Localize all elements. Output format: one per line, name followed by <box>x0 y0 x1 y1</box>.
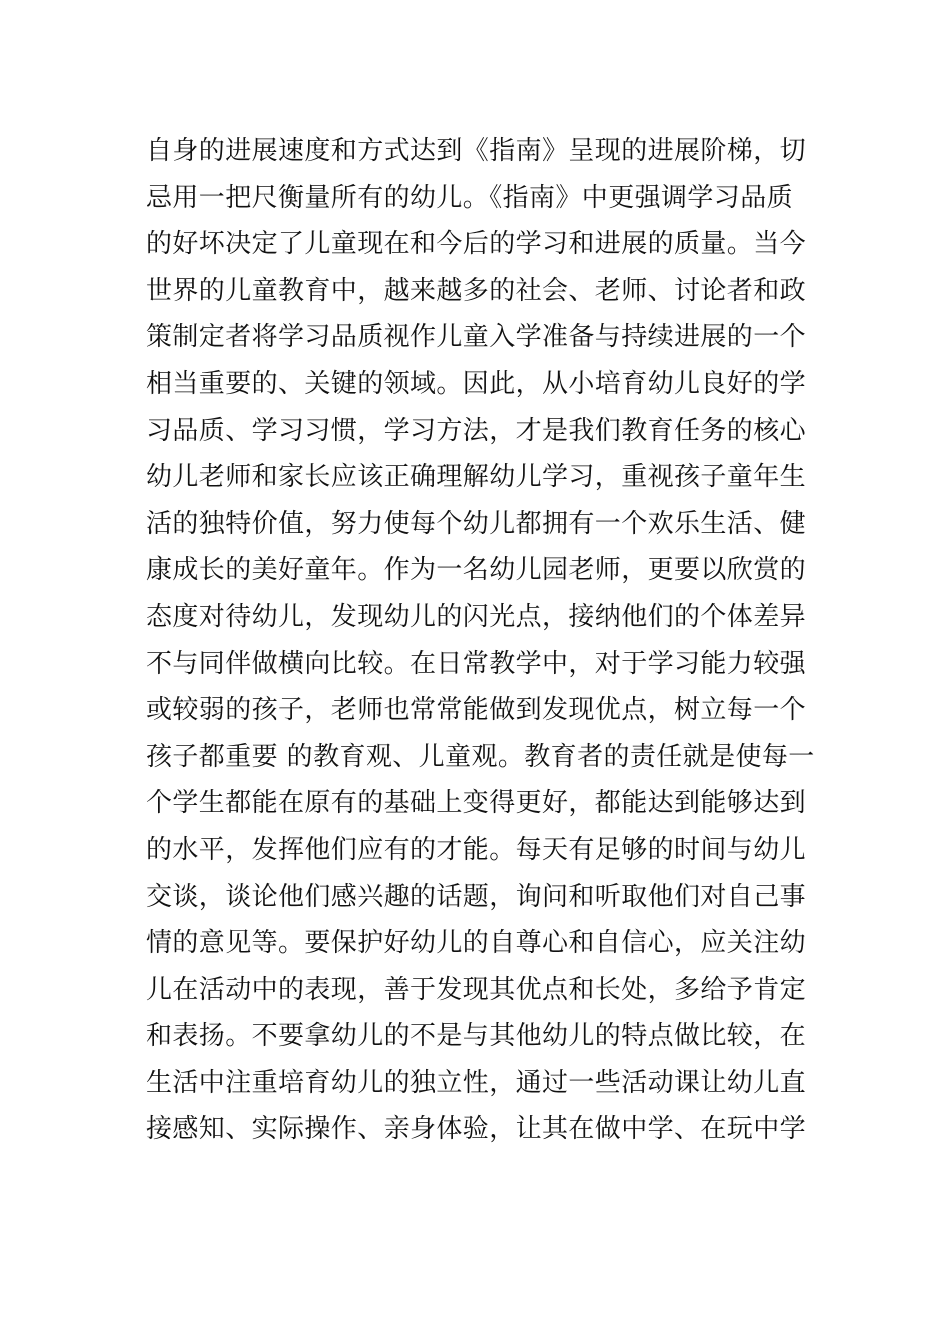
text-line: 或较弱的孩子，老师也常常能做到发现优点，树立每一个 <box>146 695 807 726</box>
text-line: 生活中注重培育幼儿的独立性，通过一些活动课让幼儿直 <box>146 1067 807 1098</box>
text-line: 忌用一把尺衡量所有的幼儿。《指南》中更强调学习品质 <box>146 182 794 213</box>
text-line: 世界的儿童教育中，越来越多的社会、老师、讨论者和政 <box>146 275 807 306</box>
text-line: 习品质、学习习惯，学习方法，才是我们教育任务的核心 <box>146 415 807 446</box>
text-line: 幼儿老师和家长应该正确理解幼儿学习，重视孩子童年生 <box>146 462 807 493</box>
text-line: 儿在活动中的表现，善于发现其优点和长处，多给予肯定 <box>146 974 807 1005</box>
text-line: 孩子都重要 的教育观、儿童观。教育者的责任就是使每一 <box>146 741 815 772</box>
body-text <box>146 128 816 1153</box>
text-line: 不与同伴做横向比较。在日常教学中，对于学习能力较强 <box>146 648 807 679</box>
text-line: 活的独特价值，努力使每个幼儿都拥有一个欢乐生活、健 <box>146 508 807 539</box>
text-line: 交谈，谈论他们感兴趣的话题，询问和听取他们对自己事 <box>146 881 807 912</box>
text-line: 和表扬。不要拿幼儿的不是与其他幼儿的特点做比较，在 <box>146 1021 807 1052</box>
text-line: 的水平，发挥他们应有的才能。每天有足够的时间与幼儿 <box>146 834 807 865</box>
text-line: 自身的进展速度和方式达到《指南》呈现的进展阶梯，切 <box>146 136 807 166</box>
text-line: 策制定者将学习品质视作儿童入学准备与持续进展的一个 <box>146 322 807 353</box>
text-line: 情的意见等。要保护好幼儿的自尊心和自信心，应关注幼 <box>146 928 807 959</box>
text-line: 态度对待幼儿，发现幼儿的闪光点，接纳他们的个体差异 <box>146 601 807 632</box>
text-line: 个学生都能在原有的基础上变得更好，都能达到能够达到 <box>146 788 807 819</box>
text-line: 康成长的美好童年。作为一名幼儿园老师，更要以欣赏的 <box>146 555 807 586</box>
text-line: 相当重要的、关键的领域。因此，从小培育幼儿良好的学 <box>146 368 807 399</box>
text-line: 的好坏决定了儿童现在和今后的学习和进展的质量。当今 <box>146 229 807 260</box>
text-line: 接感知、实际操作、亲身体验，让其在做中学、在玩中学 <box>146 1114 807 1145</box>
